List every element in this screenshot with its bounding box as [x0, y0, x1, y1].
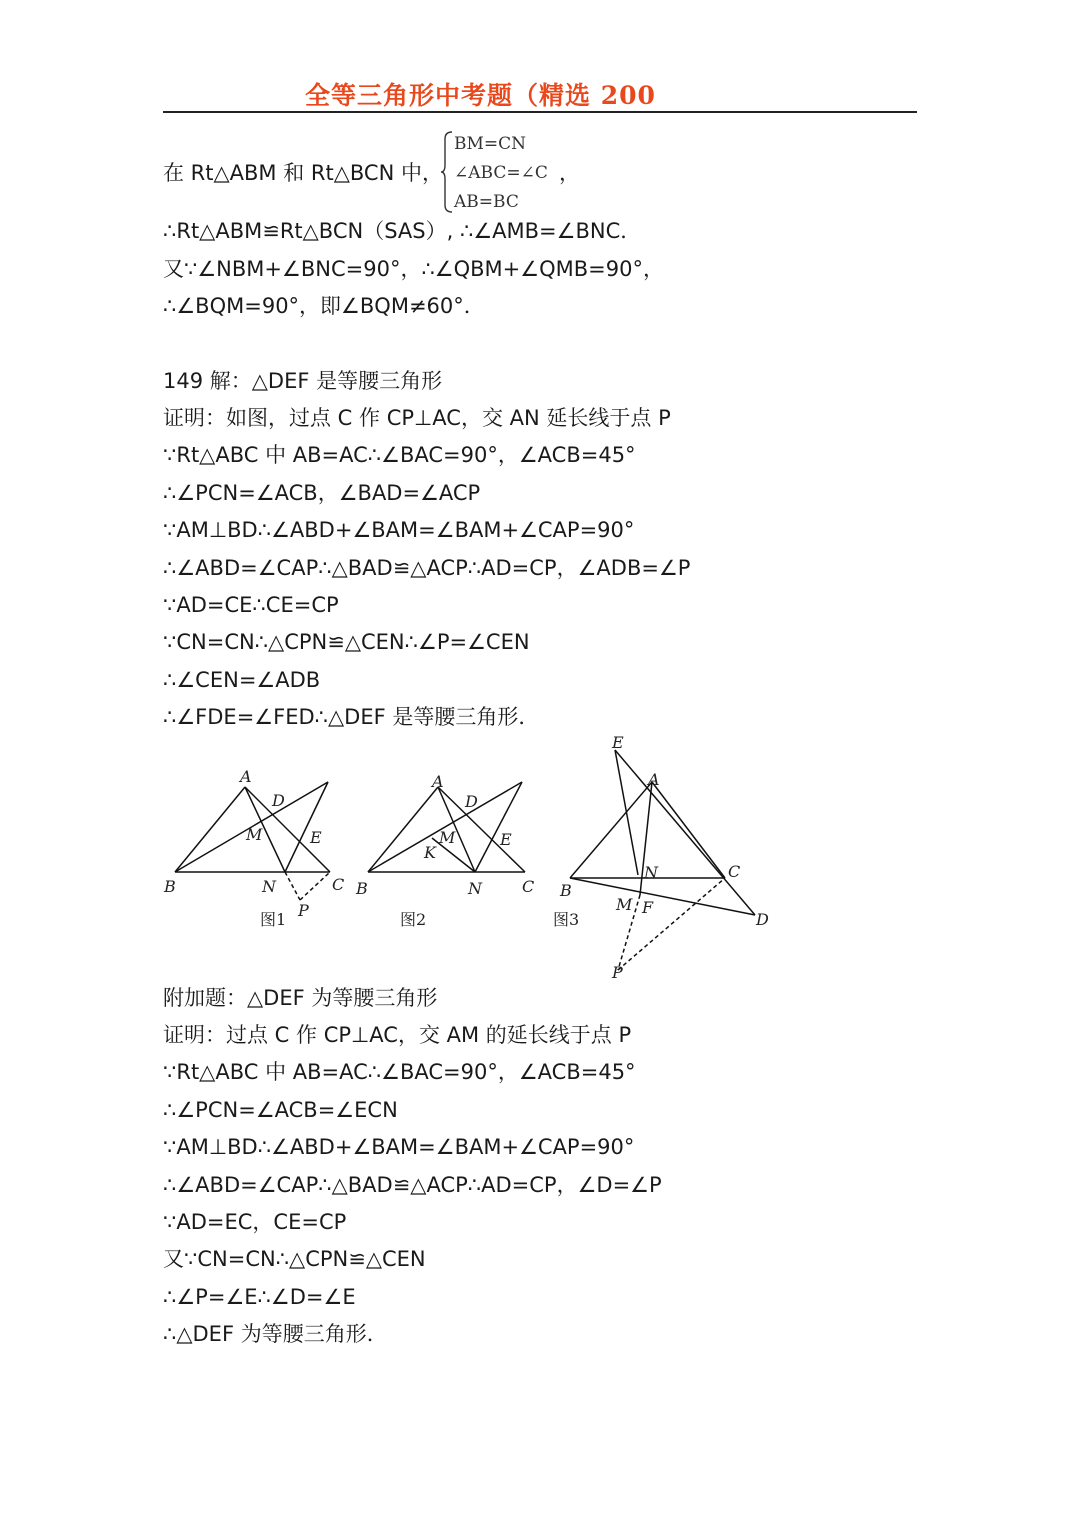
point-label: C	[332, 875, 345, 894]
proof-line: ∵AD=CE∴CE=CP	[163, 593, 339, 617]
point-label: F	[642, 898, 654, 917]
point-label: B	[356, 879, 368, 898]
point-label: N	[262, 877, 276, 896]
point-label: B	[164, 877, 176, 896]
figure-caption: 图2	[400, 910, 427, 929]
proof-line: ∵Rt△ABC 中 AB=AC∴∠BAC=90°，∠ACB=45°	[163, 1060, 636, 1084]
proof-line: ∴∠FDE=∠FED∴△DEF 是等腰三角形．	[163, 705, 540, 729]
point-label: M	[616, 895, 633, 914]
proof-line: 又∵CN=CN∴△CPN≌△CEN	[163, 1247, 426, 1271]
proof-line: ∴∠P=∠E∴∠D=∠E	[163, 1285, 356, 1309]
figure-caption: 图3	[553, 910, 580, 929]
proof-line: ∴∠ABD=∠CAP∴△BAD≌△ACP∴AD=CP，∠D=∠P	[163, 1173, 662, 1197]
point-label: A	[432, 772, 444, 791]
proof-line: ∴∠CEN=∠ADB	[163, 668, 321, 692]
proof-line: ∴∠PCN=∠ACB=∠ECN	[163, 1098, 398, 1122]
point-label: E	[500, 830, 512, 849]
point-label: E	[612, 733, 624, 752]
point-label: P	[298, 901, 309, 920]
figure-2-diagram	[368, 782, 525, 872]
figure-3-diagram	[570, 750, 755, 970]
solution-heading: 附加题：△DEF 为等腰三角形	[163, 986, 438, 1010]
proof-line: ∴Rt△ABM≌Rt△BCN（SAS）, ∴∠AMB=∠BNC．	[163, 219, 642, 243]
system-condition: AB=BC	[454, 192, 519, 212]
point-label: D	[465, 792, 478, 811]
point-label: M	[439, 828, 456, 847]
proof-line: 又∵∠NBM+∠BNC=90°，∴∠QBM+∠QMB=90°，	[163, 257, 664, 281]
point-label: M	[246, 825, 263, 844]
proof-line: 证明：如图，过点 C 作 CP⊥AC，交 AN 延长线于点 P	[163, 406, 671, 430]
point-label: A	[648, 770, 660, 789]
point-label: N	[468, 879, 482, 898]
point-label: B	[560, 881, 572, 900]
point-label: C	[522, 877, 535, 896]
proof-line: ∴△DEF 为等腰三角形．	[163, 1322, 388, 1346]
left-brace-icon	[441, 131, 453, 213]
page-header-title: 全等三角形中考题（精选 200	[305, 81, 656, 110]
header-divider	[163, 111, 917, 113]
geometry-figures	[160, 730, 790, 985]
point-label: C	[728, 862, 741, 881]
proof-line: ∵AM⊥BD∴∠ABD+∠BAM=∠BAM+∠CAP=90°	[163, 1135, 635, 1159]
system-condition: BM=CN	[454, 134, 527, 154]
proof-line: ∴∠PCN=∠ACB，∠BAD=∠ACP	[163, 481, 481, 505]
proof-line: ∵AM⊥BD∴∠ABD+∠BAM=∠BAM+∠CAP=90°	[163, 518, 635, 542]
system-tail: ，	[559, 161, 580, 185]
proof-line: ∴∠ABD=∠CAP∴△BAD≌△ACP∴AD=CP，∠ADB=∠P	[163, 556, 691, 580]
system-conditions	[454, 130, 548, 217]
point-label: D	[272, 791, 285, 810]
point-label: N	[644, 863, 658, 882]
system-lead-text: 在 Rt△ABM 和 Rt△BCN 中，	[163, 161, 443, 185]
proof-line: ∵AD=EC，CE=CP	[163, 1210, 347, 1234]
figure-caption: 图1	[260, 910, 287, 929]
system-condition: ∠ABC=∠C	[454, 163, 548, 183]
point-label: K	[424, 843, 436, 862]
proof-line: ∵CN=CN∴△CPN≌△CEN∴∠P=∠CEN	[163, 630, 530, 654]
solution-heading: 149 解：△DEF 是等腰三角形	[163, 369, 443, 393]
proof-line: ∴∠BQM=90°，即∠BQM≠60°．	[163, 294, 485, 318]
proof-line: 证明：过点 C 作 CP⊥AC，交 AM 的延长线于点 P	[163, 1023, 632, 1047]
point-label: D	[756, 910, 769, 929]
point-label: A	[240, 767, 252, 786]
point-label: E	[310, 828, 322, 847]
proof-line: ∵Rt△ABC 中 AB=AC∴∠BAC=90°，∠ACB=45°	[163, 443, 636, 467]
point-label: P	[612, 963, 623, 982]
